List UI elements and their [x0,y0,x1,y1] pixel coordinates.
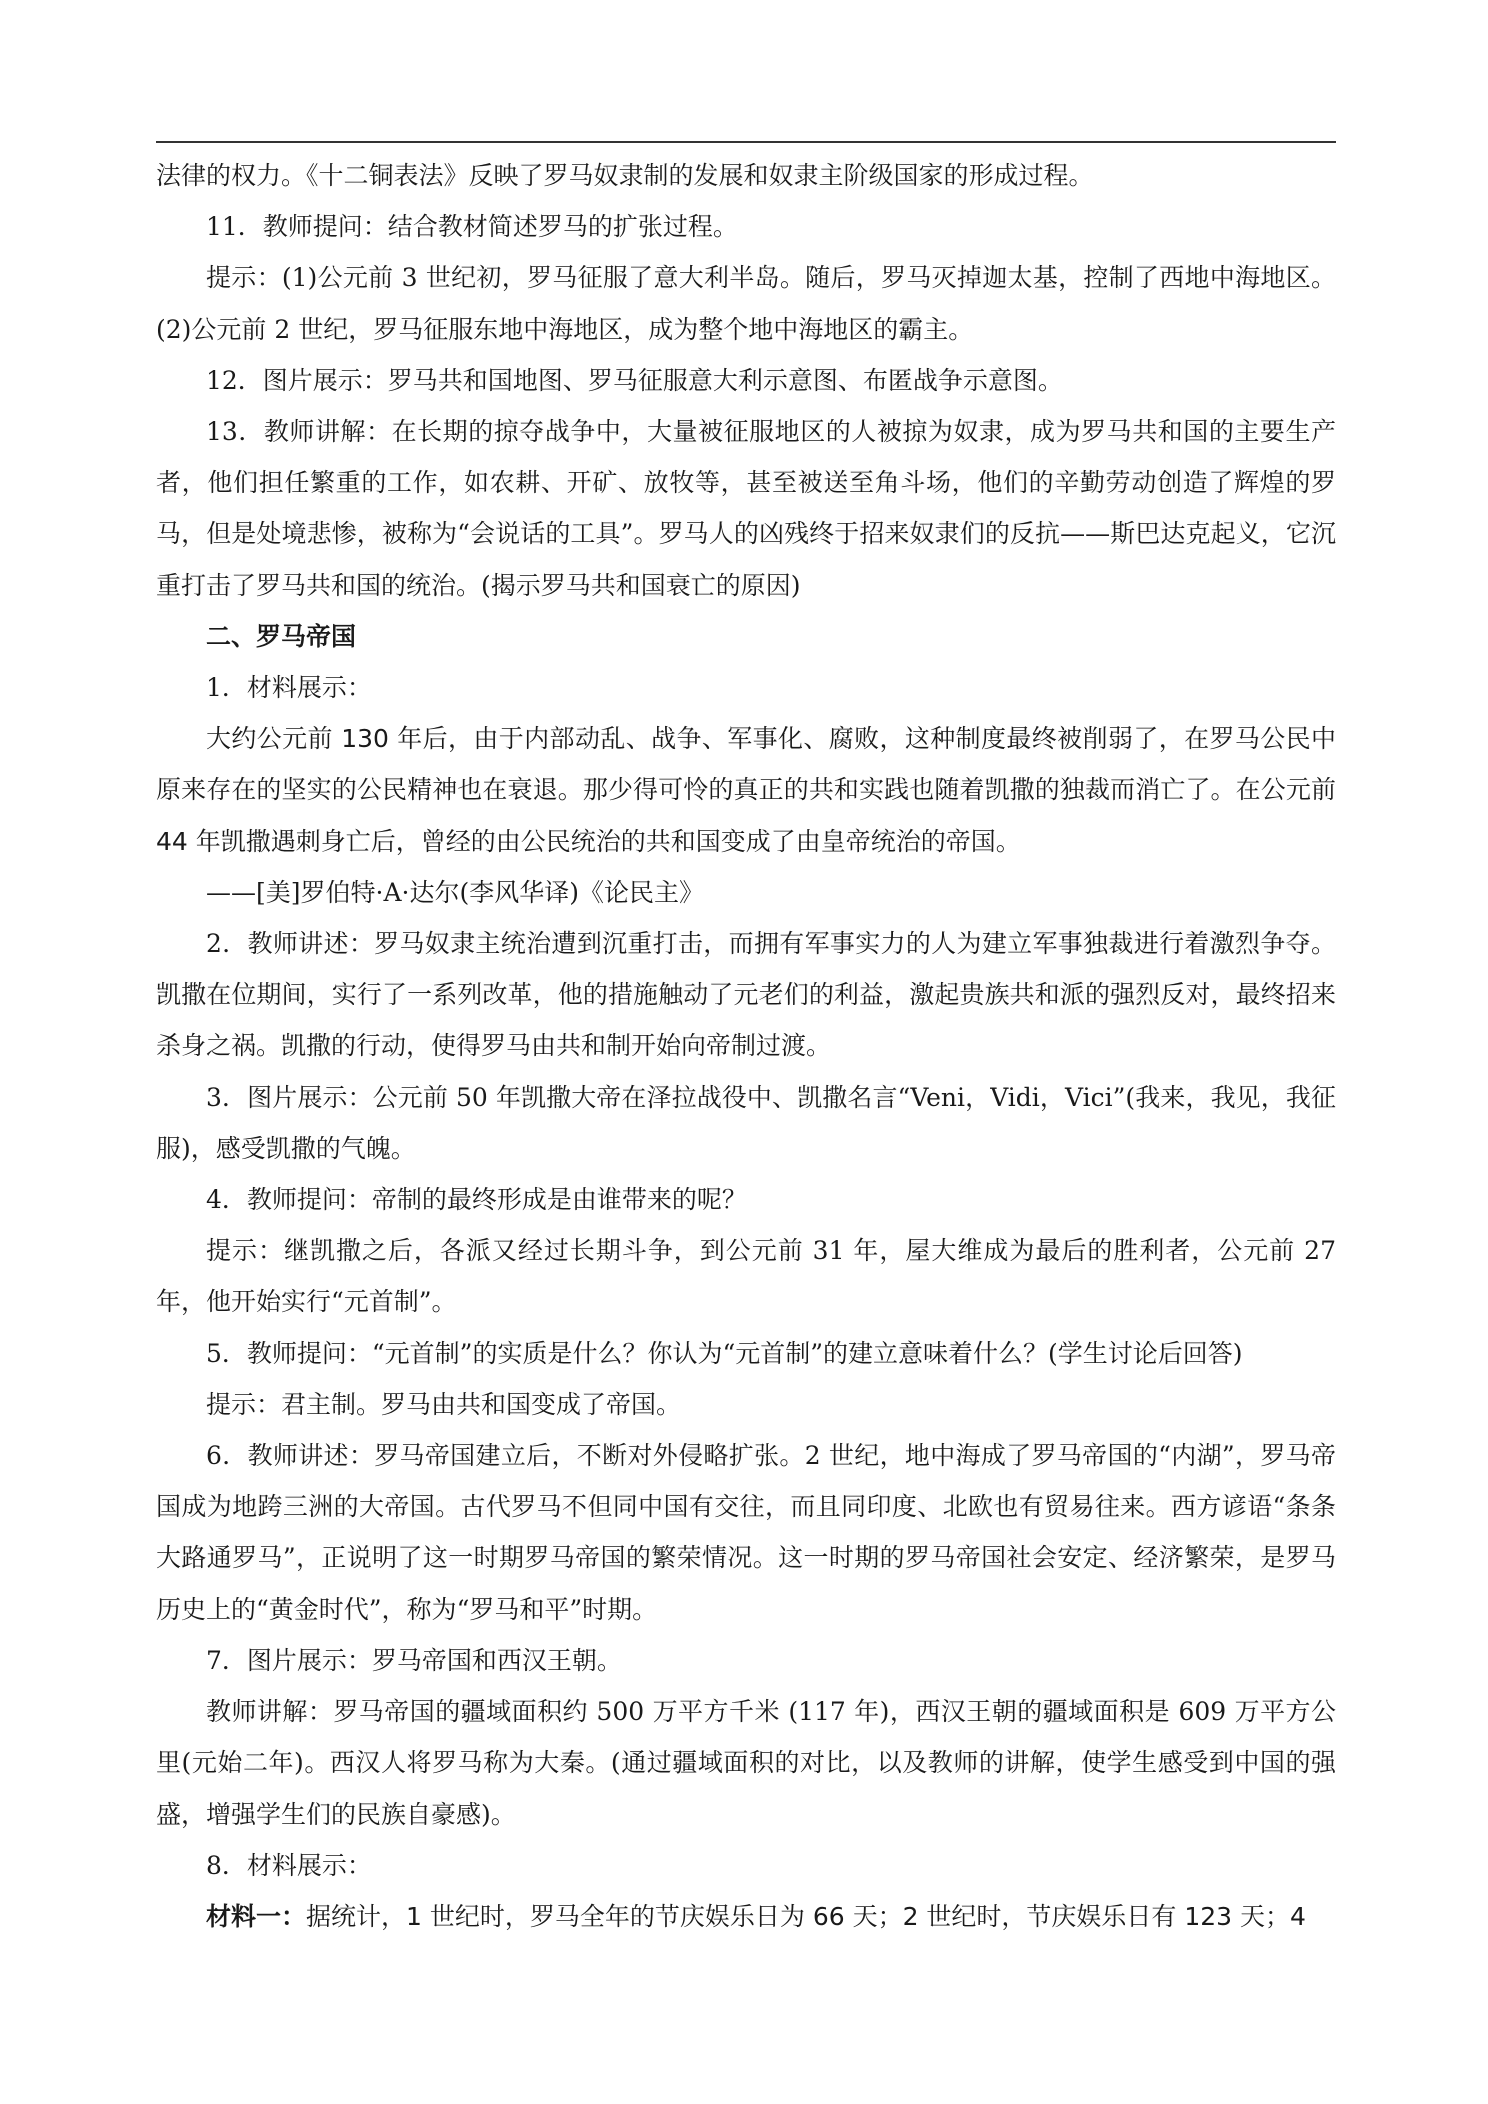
paragraph-hint-augustus: 提示：继凯撒之后，各派又经过长期斗争，到公元前 31 年，屋大维成为最后的胜利者，公元前 27 年，他开始实行“元首制”。 [156,1236,1336,1317]
paragraph-quote-source: ——[美]罗伯特·A·达尔(李风华译)《论民主》 [206,877,704,907]
document-body [156,150,1336,1942]
section-heading: 二、罗马帝国 [206,621,357,651]
paragraph-item-6: 6．教师讲述：罗马帝国建立后，不断对外侵略扩张。2 世纪，地中海成了罗马帝国的“内湖”，罗马帝国成为地跨三洲的大帝国。古代罗马不但同中国有交往，而且同印度、北欧也有贸易往来。西方谚语“条条大路通罗马”，正说明了这一时期罗马帝国的繁荣情况。这一时期的罗马帝国社会安定、经济繁荣，是罗马历史上的“黄金时代”，称为“罗马和平”时期。 [156,1441,1336,1624]
paragraph-q11: 11．教师提问：结合教材简述罗马的扩张过程。 [206,212,738,242]
paragraph-item-2: 2．教师讲述：罗马奴隶主统治遭到沉重打击，而拥有军事实力的人为建立军事独裁进行着激烈争夺。凯撒在位期间，实行了一系列改革，他的措施触动了元老们的利益，激起贵族共和派的强烈反对，最终招来杀身之祸。凯撒的行动，使得罗马由共和制开始向帝制过渡。 [156,929,1336,1061]
paragraph-hint-expansion: 提示：(1)公元前 3 世纪初，罗马征服了意大利半岛。随后，罗马灭掉迦太基，控制了西地中海地区。(2)公元前 2 世纪，罗马征服东地中海地区，成为整个地中海地区的霸主。 [156,263,1336,344]
paragraph-material-1-quote: 大约公元前 130 年后，由于内部动乱、战争、军事化、腐败，这种制度最终被削弱了，在罗马公民中原来存在的坚实的公民精神也在衰退。那少得可怜的真正的共和实践也随着凯撒的独裁而消亡了。在公元前 44 年凯撒遇刺身亡后，曾经的由公民统治的共和国变成了由皇帝统治的帝国。 [156,724,1336,856]
paragraph-item-8: 8．材料展示： [206,1850,372,1880]
paragraph-teacher-explain: 教师讲解：罗马帝国的疆域面积约 500 万平方千米 (117 年)，西汉王朝的疆域面积是 609 万平方公里(元始二年)。西汉人将罗马称为大秦。(通过疆域面积的对比，以及教师的讲解，使学生感受到中国的强盛，增强学生们的民族自豪感)。 [156,1697,1336,1829]
material-one-text: 据统计，1 世纪时，罗马全年的节庆娱乐日为 66 天；2 世纪时，节庆娱乐日有 123 天；4 [306,1901,1306,1931]
material-one-label: 材料一： [206,1901,307,1931]
paragraph-item-3: 3．图片展示：公元前 50 年凯撒大帝在泽拉战役中、凯撒名言“Veni，Vidi，Vici”(我来，我见，我征服)，感受凯撒的气魄。 [156,1082,1336,1163]
paragraph-item-7: 7．图片展示：罗马帝国和西汉王朝。 [206,1645,622,1675]
paragraph-q12: 12．图片展示：罗马共和国地图、罗马征服意大利示意图、布匿战争示意图。 [206,365,1063,395]
header-rule [156,141,1336,143]
paragraph-material-one [156,1891,1336,1942]
paragraph-material-1-label: 1．材料展示： [206,673,372,703]
paragraph-continuation: 法律的权力。《十二铜表法》反映了罗马奴隶制的发展和奴隶主阶级国家的形成过程。 [156,161,1094,190]
paragraph-hint-monarchy: 提示：君主制。罗马由共和国变成了帝国。 [206,1389,682,1419]
paragraph-item-4: 4．教师提问：帝制的最终形成是由谁带来的呢？ [206,1185,747,1215]
paragraph-q13: 13．教师讲解：在长期的掠夺战争中，大量被征服地区的人被掠为奴隶，成为罗马共和国的主要生产者，他们担任繁重的工作，如农耕、开矿、放牧等，甚至被送至角斗场，他们的辛勤劳动创造了辉煌的罗马，但是处境悲惨，被称为“会说话的工具”。罗马人的凶残终于招来奴隶们的反抗——斯巴达克起义，它沉重打击了罗马共和国的统治。(揭示罗马共和国衰亡的原因) [156,417,1336,600]
paragraph-item-5: 5．教师提问：“元首制”的实质是什么？你认为“元首制”的建立意味着什么？(学生讨论后回答) [206,1338,1243,1368]
